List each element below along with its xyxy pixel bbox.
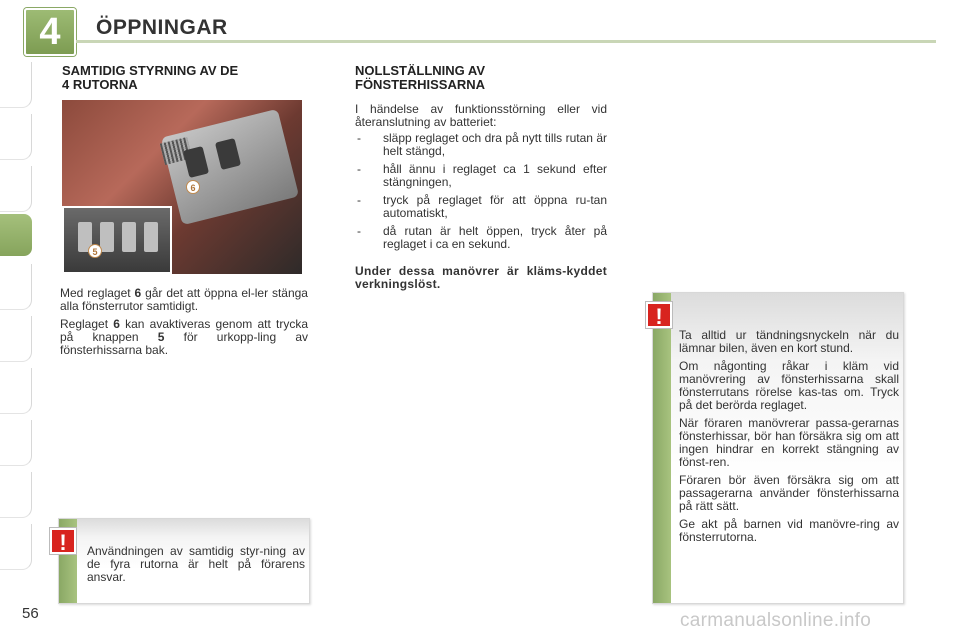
chapter-tab-3[interactable] [0,166,32,212]
chapter-badge: 4 [24,8,76,56]
list-item [355,163,607,189]
warning-accent-bar [653,293,671,603]
list-item [355,225,607,251]
text-run: för urkopp-ling av fönsterhissarna bak. [60,330,309,357]
text-run: kan avaktiveras genom att trycka på knappen [60,317,308,344]
list-dash: - [357,193,361,207]
inset-photo [62,206,172,274]
warning-box-bottom-left [58,518,310,604]
warning-paragraph: Om någonting råkar i kläm vid manövrering av fönsterhissarna skall fönsterrutans rörelse kas-tas om. Tryck på det berörda reglaget. [679,359,899,412]
text-run: Med reglaget [60,286,135,300]
chapter-tab-2[interactable] [0,114,32,160]
warning-box-right [652,292,904,604]
window-switch-photo [62,100,302,274]
list-item-text: släpp reglaget och dra på nytt tills rutan är helt stängd, [383,131,607,158]
pinch-protection-note: Under dessa manövrer är kläms-kyddet verkningslöst. [355,264,607,291]
chapter-tab-4-active[interactable] [0,214,32,256]
heading-line: NOLLSTÄLLNING AV [355,63,485,78]
list-dash: - [357,131,361,145]
reset-intro: I händelse av funktionsstörning eller vid återanslutning av batteriet: [355,102,607,129]
chapter-tab-9[interactable] [0,472,32,518]
chapter-tab-1[interactable] [0,62,32,108]
warning-paragraph: Ge akt på barnen vid manövre-ring av fönsterrutorna. [679,517,899,544]
paragraph-simultaneous-2 [60,318,308,357]
warning-icon: ! [646,302,672,328]
chapter-tab-strip [0,62,34,582]
chapter-tab-7[interactable] [0,368,32,414]
heading-line: SAMTIDIG STYRNING AV DE [62,63,239,78]
page-number: 56 [22,605,39,622]
text-run: Reglaget [60,317,114,331]
warning-paragraph: Föraren bör även försäkra sig om att passagerarna använder fönsterhissarna på rätt sätt. [679,473,899,513]
callout-6: 6 [186,180,200,194]
warning-paragraph: Ta alltid ur tändningsnyckeln när du lämnar bilen, även en kort stund. [679,328,899,355]
reference-number: 5 [157,330,165,344]
inset-switch [122,222,136,252]
reference-number: 6 [113,317,120,331]
reference-number: 6 [134,286,142,300]
chapter-tab-6[interactable] [0,316,32,362]
reset-steps-list [355,132,607,256]
inset-switch [100,222,114,252]
heading-line: 4 RUTORNA [62,77,138,92]
header-rule [76,40,936,43]
chapter-tab-8[interactable] [0,420,32,466]
warning-text: Användningen av samtidig styr-ning av de fyra rutorna är helt på förarens ansvar. [87,544,305,584]
list-dash: - [357,224,361,238]
inset-switch [144,222,158,252]
warning-icon: ! [50,528,76,554]
list-dash: - [357,162,361,176]
chapter-tab-5[interactable] [0,264,32,310]
text-run: går det att öppna el-ler stänga alla fönsterrutor samtidigt. [60,286,308,313]
paragraph-simultaneous-1 [60,287,308,313]
watermark: carmanualsonline.info [680,610,872,631]
heading-line: FÖNSTERHISSARNA [355,77,486,92]
list-item-text: håll ännu i reglaget ca 1 sekund efter stängningen, [383,162,607,189]
list-item-text: då rutan är helt öppen, tryck åter på reglaget i ca en sekund. [383,224,607,251]
callout-5: 5 [88,244,102,258]
page-title: ÖPPNINGAR [96,16,228,39]
warning-paragraph: När föraren manövrerar passa-gerarnas fönsterhissar, bör han försäkra sig om att ingen hindrar en korrekt stängning av fönst-ren. [679,416,899,469]
section-heading-simultaneous [62,64,312,92]
list-item [355,194,607,220]
section-heading-reset [355,64,607,92]
list-item [355,132,607,158]
chapter-tab-10[interactable] [0,524,32,570]
list-item-text: tryck på reglaget för att öppna ru-tan automatiskt, [383,193,607,220]
warning-text [679,329,899,549]
